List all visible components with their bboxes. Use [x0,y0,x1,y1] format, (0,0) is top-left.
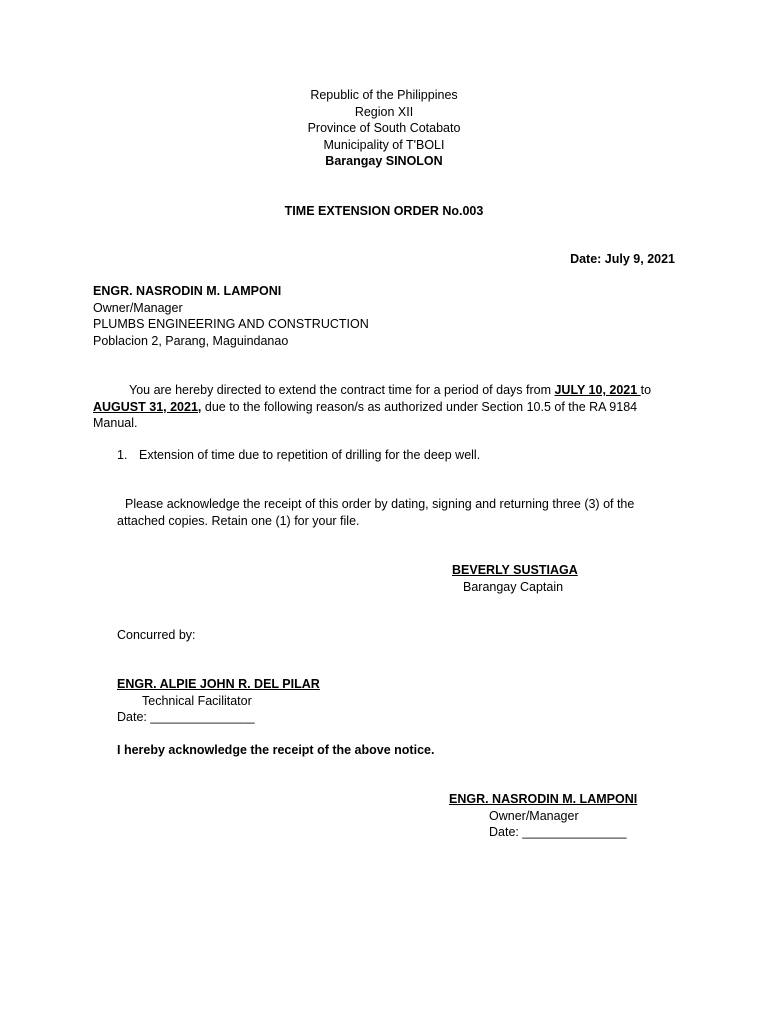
concurred-date: Date: _______________ [117,710,255,724]
contractor-name: ENGR. NASRODIN M. LAMPONI [449,792,638,806]
directive-text-a: You are hereby directed to extend the contract time for a period of days from [129,383,555,397]
addressee-position: Owner/Manager [93,300,183,315]
captain-name: BEVERLY SUSTIAGA [452,563,578,577]
header-line-republic: Republic of the Philippines [310,88,458,102]
reason-text: Extension of time due to repetition of drilling for the deep well. [139,448,481,462]
concurred-name: ENGR. ALPIE JOHN R. DEL PILAR [117,677,320,691]
contractor-title: Owner/Manager [489,808,579,823]
acknowledge-request-b: attached copies. Retain one (1) for your file. [117,513,360,528]
addressee-company: PLUMBS ENGINEERING AND CONSTRUCTION [93,317,369,331]
directive-paragraph [93,382,651,432]
contractor-date: Date: _______________ [489,825,627,839]
addressee-address: Poblacion 2, Parang, Maguindanao [93,333,289,348]
header-line-province: Province of South Cotabato [307,121,461,135]
order-date: Date: July 9, 2021 [570,252,675,266]
concurred-label: Concurred by: [117,628,196,642]
concurred-title: Technical Facilitator [142,693,252,708]
reason-number: 1. [117,448,128,462]
addressee-block [93,283,369,349]
captain-signature-block [452,562,578,595]
header-line-barangay: Barangay SINOLON [325,154,443,168]
directive-text-b: to [640,383,652,397]
date-to: AUGUST 31, 2021, [93,399,202,414]
date-from: JULY 10, 2021 [554,383,641,397]
contractor-signature-block [449,791,637,841]
order-title: TIME EXTENSION ORDER No.003 [284,204,484,218]
acknowledge-request [117,496,634,529]
directive-text-c: due to the following reason/s as authorized under Section 10.5 of the RA 9184 [201,399,638,414]
header-line-municipality: Municipality of T'BOLI [323,137,445,152]
acknowledgment-statement: I hereby acknowledge the receipt of the above notice. [117,743,435,757]
directive-text-d: Manual. [93,416,138,430]
reason-list-item [117,447,480,464]
addressee-name: ENGR. NASRODIN M. LAMPONI [93,284,282,298]
concurred-signature-block [117,676,320,726]
header-line-region: Region XII [354,104,414,119]
captain-title: Barangay Captain [463,579,564,594]
acknowledge-request-a: Please acknowledge the receipt of this order by dating, signing and returning three (3) of the [125,497,635,511]
letterhead [0,87,768,170]
